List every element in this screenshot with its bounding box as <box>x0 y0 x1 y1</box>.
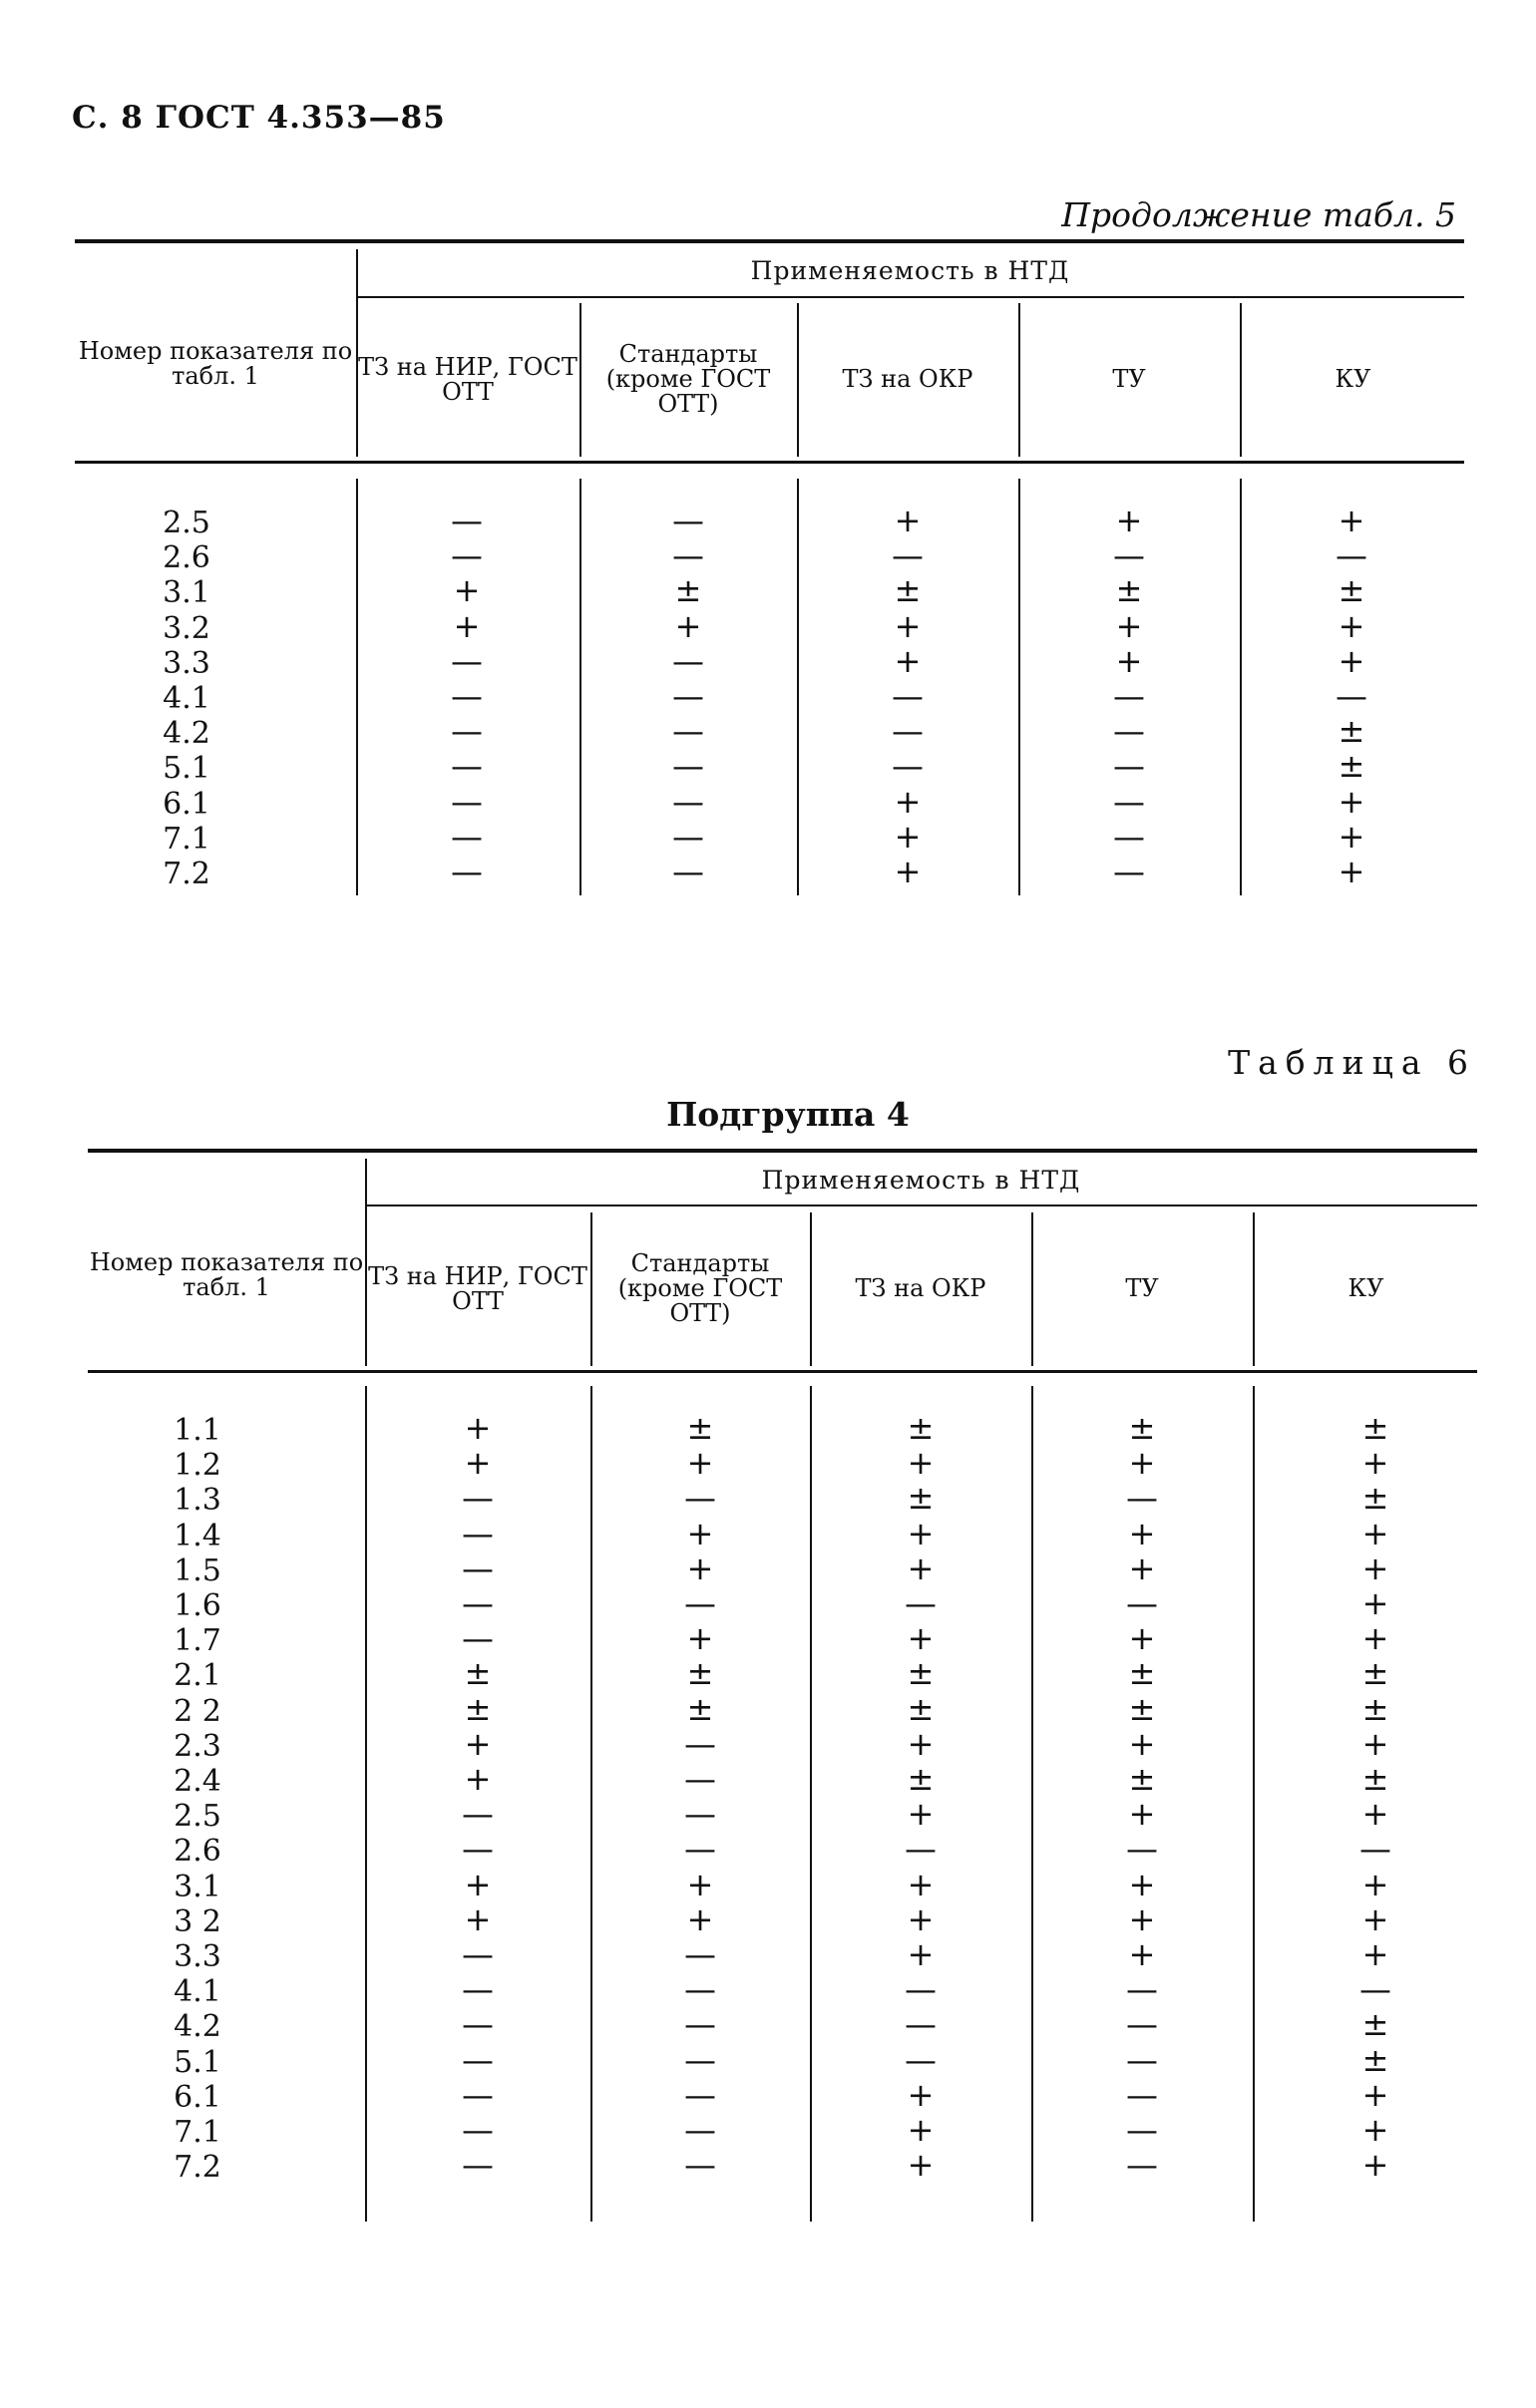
applicability-mark: — <box>1113 747 1145 786</box>
table6-header-divider <box>1253 1212 1255 1366</box>
applicability-mark: + <box>464 1865 492 1903</box>
applicability-mark: + <box>686 1899 714 1938</box>
row-number: 7.2 <box>163 857 210 891</box>
applicability-mark: ± <box>907 1409 935 1447</box>
applicability-mark: + <box>453 606 481 645</box>
applicability-mark: + <box>1361 1584 1389 1622</box>
table6-group-rule <box>365 1204 1477 1206</box>
applicability-mark: ± <box>907 1689 935 1728</box>
applicability-mark: — <box>1126 2005 1158 2044</box>
applicability-mark: ± <box>1361 1479 1389 1518</box>
applicability-mark: + <box>907 2146 935 2185</box>
applicability-mark: — <box>451 853 483 890</box>
table5-col-header-tz-okr: ТЗ на ОКР <box>842 365 973 393</box>
applicability-mark: + <box>1128 1899 1156 1938</box>
table-row <box>75 747 1464 787</box>
applicability-mark: — <box>1113 677 1145 715</box>
table-row <box>88 1830 1477 1870</box>
applicability-mark: + <box>1115 641 1143 680</box>
table-row <box>88 1724 1477 1764</box>
applicability-mark: + <box>1338 782 1365 821</box>
table6-top-rule <box>88 1149 1477 1153</box>
row-number: 1.7 <box>174 1623 221 1659</box>
row-number: 2.3 <box>174 1728 221 1764</box>
applicability-mark: — <box>892 677 924 715</box>
table6-col-header-standards: Стандарты (кроме ГОСТ ОТТ) <box>617 1249 783 1327</box>
table5-group-rule <box>356 296 1464 298</box>
applicability-mark: + <box>1128 1619 1156 1658</box>
applicability-mark: + <box>1338 641 1365 680</box>
applicability-mark: — <box>1126 2111 1158 2149</box>
applicability-mark: + <box>907 1619 935 1658</box>
applicability-mark: — <box>684 2146 716 2185</box>
applicability-mark: + <box>686 1619 714 1658</box>
applicability-mark: + <box>907 1444 935 1483</box>
applicability-mark: — <box>1336 677 1367 715</box>
applicability-mark: ± <box>1338 571 1365 610</box>
applicability-mark: — <box>462 1795 494 1834</box>
applicability-mark: — <box>672 817 704 856</box>
table5-header-bottom-rule <box>75 461 1464 464</box>
applicability-mark: — <box>462 1970 494 2009</box>
row-number: 1.3 <box>174 1483 221 1519</box>
applicability-mark: + <box>1361 1724 1389 1763</box>
applicability-mark: + <box>674 606 702 645</box>
applicability-mark: + <box>464 1760 492 1798</box>
table-row <box>88 2111 1477 2150</box>
row-number: 3 2 <box>174 1903 221 1939</box>
applicability-mark: — <box>462 2146 494 2185</box>
row-number: 6.1 <box>163 786 210 822</box>
table6 <box>88 1149 1477 2236</box>
table6-col-header-tz-nir: ТЗ на НИР, ГОСТ ОТТ <box>368 1261 587 1315</box>
applicability-mark: — <box>462 2005 494 2044</box>
applicability-mark: + <box>907 1935 935 1973</box>
applicability-mark: ± <box>1361 1760 1389 1798</box>
applicability-mark: + <box>1361 1444 1389 1483</box>
applicability-mark: + <box>1128 1724 1156 1763</box>
applicability-mark: + <box>1128 1865 1156 1903</box>
applicability-mark: + <box>686 1548 714 1587</box>
row-number: 1.4 <box>174 1518 221 1553</box>
applicability-mark: — <box>672 747 704 786</box>
table6-first-col-header: Номер показателя по табл. 1 <box>89 1248 364 1301</box>
applicability-mark: + <box>907 2111 935 2149</box>
table-row <box>75 536 1464 576</box>
applicability-mark: — <box>892 712 924 751</box>
table6-caption: Таблица 6 <box>1228 1043 1476 1082</box>
applicability-mark: + <box>907 1548 935 1587</box>
table6-col-header-tz-okr: ТЗ на ОКР <box>855 1274 986 1302</box>
applicability-mark: — <box>451 712 483 751</box>
applicability-mark: — <box>684 1795 716 1834</box>
applicability-mark: + <box>894 606 922 645</box>
table6-col-header-ku: КУ <box>1347 1274 1384 1302</box>
applicability-mark: ± <box>1361 1409 1389 1447</box>
row-number: 2 2 <box>174 1693 221 1729</box>
row-number: 3.1 <box>163 575 210 611</box>
applicability-mark: ± <box>907 1479 935 1518</box>
table5-top-rule <box>75 239 1464 243</box>
row-number: 5.1 <box>163 751 210 787</box>
applicability-mark: — <box>892 747 924 786</box>
applicability-mark: — <box>1113 853 1145 890</box>
applicability-mark: — <box>462 2040 494 2079</box>
applicability-mark: + <box>1361 1899 1389 1938</box>
table6-header-divider <box>1031 1212 1033 1366</box>
applicability-mark: — <box>451 817 483 856</box>
applicability-mark: — <box>684 2005 716 2044</box>
applicability-mark: — <box>672 712 704 751</box>
row-number: 2.6 <box>163 540 210 576</box>
row-number: 4.1 <box>174 1974 221 2010</box>
table-row <box>88 1970 1477 2010</box>
row-number: 1.1 <box>174 1413 221 1448</box>
table5-col-header-tu: ТУ <box>1112 365 1146 393</box>
applicability-mark: — <box>684 1760 716 1798</box>
applicability-mark: + <box>1361 2111 1389 2149</box>
applicability-mark: + <box>907 1514 935 1552</box>
applicability-mark: + <box>1361 1865 1389 1903</box>
table-row <box>88 1795 1477 1835</box>
applicability-mark: — <box>451 641 483 680</box>
applicability-mark: ± <box>1128 1409 1156 1447</box>
applicability-mark: + <box>907 2075 935 2114</box>
table5-continuation-caption: Продолжение табл. 5 <box>1061 195 1456 234</box>
applicability-mark: + <box>1361 2075 1389 2114</box>
row-number: 1.2 <box>174 1448 221 1484</box>
table-row <box>75 571 1464 611</box>
table6-col-header-tu: ТУ <box>1125 1274 1159 1302</box>
applicability-mark: — <box>451 677 483 715</box>
applicability-mark: + <box>907 1795 935 1834</box>
applicability-mark: — <box>905 1584 937 1622</box>
applicability-mark: — <box>684 1830 716 1869</box>
applicability-mark: + <box>1361 1935 1389 1973</box>
applicability-mark: ± <box>907 1760 935 1798</box>
applicability-mark: + <box>453 571 481 610</box>
applicability-mark: ± <box>686 1654 714 1693</box>
applicability-mark: + <box>1128 1444 1156 1483</box>
applicability-mark: — <box>1126 2075 1158 2114</box>
applicability-mark: ± <box>1128 1689 1156 1728</box>
applicability-mark: + <box>464 1409 492 1447</box>
applicability-mark: ± <box>674 571 702 610</box>
applicability-mark: + <box>1338 853 1365 890</box>
table5-header-divider <box>579 303 581 457</box>
applicability-mark: — <box>905 2040 937 2079</box>
table-row <box>75 712 1464 752</box>
table-row <box>75 677 1464 716</box>
applicability-mark: — <box>905 1830 937 1869</box>
applicability-mark: — <box>462 1548 494 1587</box>
applicability-mark: — <box>462 1584 494 1622</box>
applicability-mark: + <box>464 1899 492 1938</box>
applicability-mark: — <box>451 747 483 786</box>
table-row <box>75 502 1464 540</box>
applicability-mark: + <box>686 1514 714 1552</box>
applicability-mark: — <box>892 536 924 575</box>
table-row <box>75 641 1464 681</box>
applicability-mark: + <box>1128 1935 1156 1973</box>
table5-header-divider <box>356 249 358 457</box>
table-row <box>88 1935 1477 1974</box>
table-row <box>88 1654 1477 1694</box>
row-number: 1.6 <box>174 1588 221 1623</box>
table-row <box>88 1409 1477 1448</box>
row-number: 4.2 <box>174 2009 221 2045</box>
applicability-mark: ± <box>686 1409 714 1447</box>
applicability-mark: + <box>894 502 922 539</box>
table5 <box>75 239 1464 917</box>
applicability-mark: — <box>462 2111 494 2149</box>
row-number: 3.1 <box>174 1869 221 1904</box>
applicability-mark: + <box>1361 1619 1389 1658</box>
applicability-mark: + <box>1338 606 1365 645</box>
applicability-mark: — <box>1126 2146 1158 2185</box>
row-number: 3.2 <box>163 610 210 646</box>
applicability-mark: — <box>451 782 483 821</box>
applicability-mark: — <box>684 1970 716 2009</box>
table-row <box>88 1584 1477 1623</box>
table6-header-divider <box>590 1212 592 1366</box>
applicability-mark: + <box>464 1724 492 1763</box>
applicability-mark: — <box>451 536 483 575</box>
applicability-mark: + <box>894 782 922 821</box>
table-row <box>88 1619 1477 1659</box>
applicability-mark: + <box>686 1865 714 1903</box>
applicability-mark: — <box>1126 1970 1158 2009</box>
applicability-mark: ± <box>1128 1654 1156 1693</box>
table6-header-bottom-rule <box>88 1370 1477 1373</box>
applicability-mark: ± <box>1338 712 1365 751</box>
row-number: 7.1 <box>163 821 210 857</box>
applicability-mark: + <box>907 1899 935 1938</box>
applicability-mark: ± <box>1361 1654 1389 1693</box>
applicability-mark: — <box>1113 817 1145 856</box>
table5-header-divider <box>1018 303 1020 457</box>
applicability-mark: — <box>684 1724 716 1763</box>
table-row <box>88 2146 1477 2186</box>
row-number: 3.3 <box>174 1939 221 1974</box>
applicability-mark: ± <box>894 571 922 610</box>
row-number: 2.5 <box>163 506 210 540</box>
applicability-mark: — <box>905 1970 937 2009</box>
applicability-mark: + <box>1361 1795 1389 1834</box>
row-number: 3.3 <box>163 645 210 681</box>
applicability-mark: — <box>451 502 483 539</box>
applicability-mark: ± <box>907 1654 935 1693</box>
applicability-mark: ± <box>464 1654 492 1693</box>
table5-col-header-tz-nir: ТЗ на НИР, ГОСТ ОТТ <box>358 352 577 406</box>
applicability-mark: — <box>462 1619 494 1658</box>
applicability-mark: — <box>672 782 704 821</box>
table-row <box>88 1548 1477 1588</box>
applicability-mark: + <box>1338 502 1365 539</box>
row-number: 7.2 <box>174 2150 221 2186</box>
applicability-mark: + <box>1115 606 1143 645</box>
row-number: 5.1 <box>174 2044 221 2080</box>
table-row <box>88 1865 1477 1904</box>
row-number: 2.5 <box>174 1799 221 1835</box>
applicability-mark: + <box>894 853 922 890</box>
applicability-mark: ± <box>1361 2005 1389 2044</box>
table-row <box>75 817 1464 857</box>
applicability-mark: — <box>1126 1584 1158 1622</box>
applicability-mark: — <box>1359 1970 1391 2009</box>
applicability-mark: ± <box>464 1689 492 1728</box>
applicability-mark: — <box>672 536 704 575</box>
applicability-mark: ± <box>1361 2040 1389 2079</box>
applicability-mark: — <box>1126 1830 1158 1869</box>
applicability-mark: + <box>464 1444 492 1483</box>
applicability-mark: ± <box>1361 1689 1389 1728</box>
table-row <box>88 1760 1477 1799</box>
applicability-mark: — <box>1113 782 1145 821</box>
table6-header-divider <box>365 1159 367 1366</box>
applicability-mark: + <box>894 817 922 856</box>
row-number: 7.1 <box>174 2115 221 2150</box>
row-number: 6.1 <box>174 2079 221 2115</box>
applicability-mark: — <box>462 1479 494 1518</box>
applicability-mark: + <box>1361 2146 1389 2185</box>
table6-header-divider <box>810 1212 812 1366</box>
applicability-mark: — <box>672 853 704 890</box>
applicability-mark: — <box>1336 536 1367 575</box>
page-header: С. 8 ГОСТ 4.353—85 <box>72 100 446 136</box>
applicability-mark: + <box>686 1444 714 1483</box>
table-row <box>75 606 1464 646</box>
applicability-mark: + <box>1115 502 1143 539</box>
applicability-mark: — <box>1126 2040 1158 2079</box>
row-number: 4.2 <box>163 716 210 752</box>
table5-header-divider <box>797 303 799 457</box>
applicability-mark: — <box>672 677 704 715</box>
applicability-mark: + <box>1128 1795 1156 1834</box>
applicability-mark: — <box>462 2075 494 2114</box>
applicability-mark: + <box>1361 1548 1389 1587</box>
table5-col-header-standards: Стандарты (кроме ГОСТ ОТТ) <box>605 340 771 418</box>
applicability-mark: — <box>462 1514 494 1552</box>
applicability-mark: — <box>684 2111 716 2149</box>
table5-group-header: Применяемость в НТД <box>750 255 1070 285</box>
applicability-mark: + <box>894 641 922 680</box>
applicability-mark: — <box>1359 1830 1391 1869</box>
applicability-mark: + <box>1338 817 1365 856</box>
table5-first-col-header: Номер показателя по табл. 1 <box>78 337 353 390</box>
applicability-mark: — <box>1126 1479 1158 1518</box>
table6-group-header: Применяемость в НТД <box>761 1165 1081 1195</box>
table-row <box>88 2005 1477 2045</box>
table5-col-header-ku: КУ <box>1335 365 1371 393</box>
applicability-mark: — <box>1113 712 1145 751</box>
applicability-mark: ± <box>1128 1760 1156 1798</box>
applicability-mark: + <box>1128 1514 1156 1552</box>
applicability-mark: — <box>462 1935 494 1973</box>
table-row <box>75 853 1464 891</box>
applicability-mark: + <box>1128 1548 1156 1587</box>
applicability-mark: — <box>1113 536 1145 575</box>
applicability-mark: + <box>907 1865 935 1903</box>
applicability-mark: — <box>684 1479 716 1518</box>
table5-header-divider <box>1240 303 1242 457</box>
row-number: 1.5 <box>174 1552 221 1588</box>
applicability-mark: ± <box>1338 747 1365 786</box>
table-row <box>88 2040 1477 2080</box>
applicability-mark: — <box>672 641 704 680</box>
applicability-mark: — <box>684 2040 716 2079</box>
applicability-mark: — <box>905 2005 937 2044</box>
row-number: 2.1 <box>174 1658 221 1694</box>
applicability-mark: ± <box>686 1689 714 1728</box>
applicability-mark: ± <box>1115 571 1143 610</box>
table-row <box>88 1899 1477 1939</box>
applicability-mark: + <box>1361 1514 1389 1552</box>
table6-subgroup-caption: Подгруппа 4 <box>666 1095 910 1134</box>
table-row <box>75 782 1464 822</box>
table-row <box>88 1689 1477 1729</box>
table-row <box>88 1514 1477 1553</box>
table-row <box>88 1479 1477 1519</box>
row-number: 4.1 <box>163 681 210 716</box>
table-row <box>88 1444 1477 1484</box>
applicability-mark: + <box>907 1724 935 1763</box>
applicability-mark: — <box>684 1935 716 1973</box>
applicability-mark: — <box>684 1584 716 1622</box>
row-number: 2.4 <box>174 1764 221 1799</box>
table-row <box>88 2075 1477 2115</box>
applicability-mark: — <box>672 502 704 539</box>
applicability-mark: — <box>462 1830 494 1869</box>
row-number: 2.6 <box>174 1834 221 1870</box>
applicability-mark: — <box>684 2075 716 2114</box>
